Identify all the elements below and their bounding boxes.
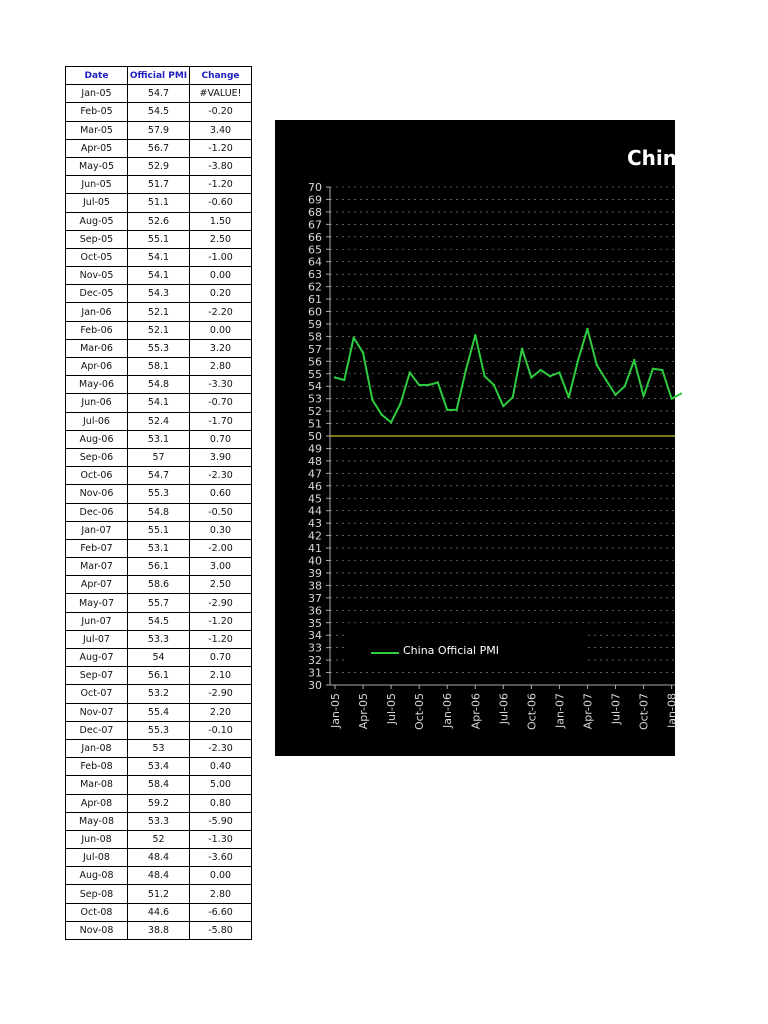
cell-change: -1.20 <box>190 630 252 648</box>
cell-date: Jul-05 <box>66 194 128 212</box>
table-row <box>66 394 252 412</box>
cell-change: 2.10 <box>190 667 252 685</box>
data-point <box>614 394 616 396</box>
cell-change: 0.80 <box>190 794 252 812</box>
x-tick-label: Apr-07 <box>581 693 595 730</box>
cell-official-pmi: 52.9 <box>128 157 190 175</box>
cell-official-pmi: 54.5 <box>128 103 190 121</box>
y-tick-label: 51 <box>308 417 322 431</box>
cell-date: Mar-06 <box>66 339 128 357</box>
cell-date: Jan-07 <box>66 521 128 539</box>
table-row <box>66 667 252 685</box>
cell-official-pmi: 54 <box>128 649 190 667</box>
cell-official-pmi: 53.3 <box>128 630 190 648</box>
cell-date: Sep-05 <box>66 230 128 248</box>
data-point <box>549 375 551 377</box>
data-point <box>670 397 672 399</box>
cell-date: Feb-08 <box>66 758 128 776</box>
table-row <box>66 867 252 885</box>
cell-date: Oct-08 <box>66 903 128 921</box>
data-point <box>586 328 588 330</box>
cell-official-pmi: 53.2 <box>128 685 190 703</box>
cell-official-pmi: 44.6 <box>128 903 190 921</box>
cell-official-pmi: 52.6 <box>128 212 190 230</box>
y-tick-label: 68 <box>308 205 322 219</box>
data-point <box>502 405 504 407</box>
cell-date: Mar-05 <box>66 121 128 139</box>
x-tick-label: Oct-05 <box>413 693 427 730</box>
cell-official-pmi: 55.4 <box>128 703 190 721</box>
y-tick-label: 30 <box>308 679 322 692</box>
table-row <box>66 849 252 867</box>
y-tick-label: 53 <box>308 392 322 406</box>
cell-change: -1.30 <box>190 830 252 848</box>
y-tick-label: 41 <box>308 542 322 556</box>
cell-change: -2.90 <box>190 594 252 612</box>
cell-official-pmi: 54.8 <box>128 503 190 521</box>
cell-change: -1.70 <box>190 412 252 430</box>
cell-change: 3.20 <box>190 339 252 357</box>
data-point <box>568 396 570 398</box>
table-row <box>66 539 252 557</box>
cell-change: 0.30 <box>190 521 252 539</box>
cell-change: 0.70 <box>190 649 252 667</box>
y-tick-label: 45 <box>308 492 322 506</box>
table-row <box>66 794 252 812</box>
table-body <box>66 85 252 940</box>
cell-official-pmi: 52.4 <box>128 412 190 430</box>
cell-date: Apr-06 <box>66 358 128 376</box>
cell-official-pmi: 55.3 <box>128 721 190 739</box>
cell-change: -2.00 <box>190 539 252 557</box>
cell-date: May-06 <box>66 376 128 394</box>
y-tick-label: 42 <box>308 529 322 543</box>
cell-date: Apr-05 <box>66 139 128 157</box>
cell-official-pmi: 51.7 <box>128 176 190 194</box>
cell-change: #VALUE! <box>190 85 252 103</box>
table-row <box>66 885 252 903</box>
cell-change: -3.30 <box>190 376 252 394</box>
cell-change: -1.20 <box>190 139 252 157</box>
y-tick-label: 54 <box>308 380 322 394</box>
cell-change: -2.20 <box>190 303 252 321</box>
cell-change: 2.50 <box>190 230 252 248</box>
cell-official-pmi: 52.1 <box>128 303 190 321</box>
data-point <box>483 375 485 377</box>
y-tick-label: 58 <box>308 330 322 344</box>
cell-change: 2.80 <box>190 358 252 376</box>
data-point <box>493 384 495 386</box>
data-point <box>334 376 336 378</box>
y-tick-label: 66 <box>308 230 322 244</box>
series-line-china-official-pmi <box>335 329 681 422</box>
cell-date: Oct-07 <box>66 685 128 703</box>
legend-label: China Official PMI <box>403 644 499 657</box>
cell-change: -1.20 <box>190 176 252 194</box>
cell-change: 0.00 <box>190 267 252 285</box>
y-tick-label: 43 <box>308 517 322 531</box>
x-tick-label: Apr-05 <box>357 693 371 730</box>
cell-change: 3.90 <box>190 448 252 466</box>
table-row <box>66 448 252 466</box>
data-point <box>530 376 532 378</box>
cell-change: 0.40 <box>190 758 252 776</box>
cell-date: Aug-05 <box>66 212 128 230</box>
table-row <box>66 467 252 485</box>
chart-legend <box>345 632 585 672</box>
table-row <box>66 230 252 248</box>
y-tick-label: 40 <box>308 554 322 568</box>
data-point <box>577 359 579 361</box>
cell-official-pmi: 48.4 <box>128 849 190 867</box>
table-row <box>66 430 252 448</box>
table-row <box>66 776 252 794</box>
table-row <box>66 830 252 848</box>
y-tick-label: 38 <box>308 579 322 593</box>
x-tick-label: Jul-07 <box>609 693 623 725</box>
cell-change: 0.60 <box>190 485 252 503</box>
cell-date: Aug-07 <box>66 649 128 667</box>
cell-change: 0.20 <box>190 285 252 303</box>
cell-date: Oct-05 <box>66 248 128 266</box>
cell-official-pmi: 48.4 <box>128 867 190 885</box>
cell-official-pmi: 54.8 <box>128 376 190 394</box>
data-point <box>633 359 635 361</box>
y-tick-label: 46 <box>308 479 322 493</box>
data-point <box>455 409 457 411</box>
cell-change: -0.70 <box>190 394 252 412</box>
cell-date: Jul-08 <box>66 849 128 867</box>
y-tick-label: 31 <box>308 666 322 680</box>
y-tick-label: 36 <box>308 604 322 618</box>
cell-change: 1.50 <box>190 212 252 230</box>
data-point <box>390 421 392 423</box>
cell-official-pmi: 55.7 <box>128 594 190 612</box>
data-point <box>399 402 401 404</box>
cell-date: Feb-06 <box>66 321 128 339</box>
y-tick-label: 48 <box>308 454 322 468</box>
data-point <box>446 409 448 411</box>
cell-official-pmi: 58.4 <box>128 776 190 794</box>
cell-official-pmi: 52 <box>128 830 190 848</box>
table-row <box>66 339 252 357</box>
cell-official-pmi: 55.3 <box>128 339 190 357</box>
y-tick-label: 60 <box>308 305 322 319</box>
table-row <box>66 485 252 503</box>
data-point <box>343 379 345 381</box>
cell-change: 0.00 <box>190 321 252 339</box>
cell-date: Nov-05 <box>66 267 128 285</box>
cell-date: Sep-06 <box>66 448 128 466</box>
data-point <box>409 371 411 373</box>
y-tick-label: 59 <box>308 317 322 331</box>
table-row <box>66 303 252 321</box>
data-point <box>465 369 467 371</box>
x-tick-label: Jan-05 <box>329 693 342 728</box>
cell-date: Nov-06 <box>66 485 128 503</box>
cell-date: Jan-08 <box>66 739 128 757</box>
x-tick-label: Jan-07 <box>553 693 567 728</box>
data-point <box>474 334 476 336</box>
table-row <box>66 376 252 394</box>
y-tick-label: 44 <box>308 504 322 518</box>
cell-official-pmi: 53.1 <box>128 539 190 557</box>
cell-change: -0.50 <box>190 503 252 521</box>
data-point <box>437 381 439 383</box>
cell-official-pmi: 54.3 <box>128 285 190 303</box>
y-tick-label: 39 <box>308 566 322 580</box>
data-point <box>521 348 523 350</box>
data-point <box>427 384 429 386</box>
cell-change: -0.10 <box>190 721 252 739</box>
cell-official-pmi: 57.9 <box>128 121 190 139</box>
cell-change: -2.30 <box>190 739 252 757</box>
cell-change: -0.20 <box>190 103 252 121</box>
cell-official-pmi: 38.8 <box>128 921 190 939</box>
cell-official-pmi: 53 <box>128 739 190 757</box>
y-tick-label: 67 <box>308 218 322 232</box>
cell-change: -5.90 <box>190 812 252 830</box>
data-point <box>661 369 663 371</box>
table-row <box>66 521 252 539</box>
cell-official-pmi: 53.3 <box>128 812 190 830</box>
x-tick-label: Jan-08 <box>665 693 679 728</box>
cell-official-pmi: 56.1 <box>128 558 190 576</box>
cell-date: Jul-07 <box>66 630 128 648</box>
cell-official-pmi: 54.1 <box>128 267 190 285</box>
data-point <box>624 385 626 387</box>
data-point <box>540 369 542 371</box>
cell-official-pmi: 53.4 <box>128 758 190 776</box>
table-row <box>66 594 252 612</box>
y-tick-label: 55 <box>308 367 322 381</box>
table-row <box>66 121 252 139</box>
data-point <box>605 379 607 381</box>
table-row <box>66 85 252 103</box>
cell-change: -1.20 <box>190 612 252 630</box>
cell-change: 0.00 <box>190 867 252 885</box>
data-point <box>371 399 373 401</box>
x-tick-label: Jan-06 <box>441 693 455 728</box>
table-row <box>66 103 252 121</box>
x-tick-label: Jul-06 <box>497 693 511 725</box>
cell-official-pmi: 55.3 <box>128 485 190 503</box>
table-row <box>66 576 252 594</box>
data-point <box>418 384 420 386</box>
table-row <box>66 321 252 339</box>
cell-official-pmi: 53.1 <box>128 430 190 448</box>
y-tick-label: 33 <box>308 641 322 655</box>
y-tick-label: 47 <box>308 467 322 481</box>
cell-official-pmi: 59.2 <box>128 794 190 812</box>
x-tick-label: Jul-05 <box>385 693 399 725</box>
cell-date: Jul-06 <box>66 412 128 430</box>
table-row <box>66 412 252 430</box>
y-tick-label: 52 <box>308 405 322 419</box>
cell-date: Aug-06 <box>66 430 128 448</box>
table-row <box>66 921 252 939</box>
cell-official-pmi: 56.1 <box>128 667 190 685</box>
y-tick-label: 49 <box>308 442 322 456</box>
cell-date: May-08 <box>66 812 128 830</box>
cell-change: 3.40 <box>190 121 252 139</box>
table-row <box>66 212 252 230</box>
table-row <box>66 903 252 921</box>
table-row <box>66 630 252 648</box>
cell-change: -3.80 <box>190 157 252 175</box>
cell-date: Jun-08 <box>66 830 128 848</box>
cell-date: Apr-08 <box>66 794 128 812</box>
data-point <box>353 336 355 338</box>
y-tick-label: 35 <box>308 616 322 630</box>
cell-date: Aug-08 <box>66 867 128 885</box>
cell-date: Apr-07 <box>66 576 128 594</box>
table-row <box>66 503 252 521</box>
cell-official-pmi: 57 <box>128 448 190 466</box>
table-row <box>66 612 252 630</box>
cell-official-pmi: 56.7 <box>128 139 190 157</box>
cell-date: May-05 <box>66 157 128 175</box>
table-row <box>66 812 252 830</box>
y-tick-label: 69 <box>308 193 322 207</box>
cell-official-pmi: 55.1 <box>128 230 190 248</box>
chart-title: China <box>627 146 691 170</box>
x-tick-label: Oct-07 <box>637 693 651 730</box>
table-row <box>66 139 252 157</box>
cell-change: -6.60 <box>190 903 252 921</box>
x-tick-label: Oct-06 <box>525 693 539 730</box>
cell-official-pmi: 54.1 <box>128 394 190 412</box>
cell-official-pmi: 54.7 <box>128 467 190 485</box>
cell-change: 0.70 <box>190 430 252 448</box>
chart-panel <box>275 120 691 756</box>
header-official-pmi: Official PMI <box>128 67 190 85</box>
table-row <box>66 703 252 721</box>
cell-change: 2.20 <box>190 703 252 721</box>
cell-official-pmi: 52.1 <box>128 321 190 339</box>
cell-date: Jan-05 <box>66 85 128 103</box>
table-header-row <box>66 67 252 85</box>
cell-official-pmi: 51.2 <box>128 885 190 903</box>
table-row <box>66 248 252 266</box>
data-point <box>652 368 654 370</box>
cell-change: -0.60 <box>190 194 252 212</box>
cell-date: Feb-07 <box>66 539 128 557</box>
cell-change: -1.00 <box>190 248 252 266</box>
cell-official-pmi: 58.6 <box>128 576 190 594</box>
table-row <box>66 721 252 739</box>
cell-official-pmi: 54.1 <box>128 248 190 266</box>
legend-line-swatch <box>371 652 399 654</box>
cell-change: 3.00 <box>190 558 252 576</box>
cell-change: -2.90 <box>190 685 252 703</box>
cell-date: Feb-05 <box>66 103 128 121</box>
table-row <box>66 558 252 576</box>
x-tick-label: Apr-06 <box>469 693 483 730</box>
data-point <box>511 396 513 398</box>
table-row <box>66 649 252 667</box>
y-tick-label: 57 <box>308 342 322 356</box>
y-tick-label: 65 <box>308 243 322 257</box>
y-tick-label: 37 <box>308 591 322 605</box>
header-date: Date <box>66 67 128 85</box>
table-row <box>66 176 252 194</box>
cell-date: Nov-07 <box>66 703 128 721</box>
cell-date: Sep-07 <box>66 667 128 685</box>
cell-change: -3.60 <box>190 849 252 867</box>
data-point <box>381 414 383 416</box>
cell-date: Dec-06 <box>66 503 128 521</box>
table-row <box>66 267 252 285</box>
cell-date: Mar-07 <box>66 558 128 576</box>
y-tick-label: 63 <box>308 268 322 282</box>
table-row <box>66 194 252 212</box>
cell-date: Dec-07 <box>66 721 128 739</box>
cell-official-pmi: 51.1 <box>128 194 190 212</box>
data-point <box>596 364 598 366</box>
y-tick-label: 64 <box>308 255 322 269</box>
cell-date: Dec-05 <box>66 285 128 303</box>
cell-date: May-07 <box>66 594 128 612</box>
table-row <box>66 685 252 703</box>
cell-date: Jun-07 <box>66 612 128 630</box>
cell-date: Jun-06 <box>66 394 128 412</box>
y-tick-label: 56 <box>308 355 322 369</box>
cell-official-pmi: 54.5 <box>128 612 190 630</box>
cell-date: Sep-08 <box>66 885 128 903</box>
y-tick-label: 50 <box>308 430 322 443</box>
cell-change: -2.30 <box>190 467 252 485</box>
table-row <box>66 285 252 303</box>
data-point <box>642 395 644 397</box>
header-change: Change <box>190 67 252 85</box>
cell-date: Oct-06 <box>66 467 128 485</box>
cell-official-pmi: 58.1 <box>128 358 190 376</box>
y-tick-label: 62 <box>308 280 322 294</box>
cell-date: Jan-06 <box>66 303 128 321</box>
table-row <box>66 358 252 376</box>
table-row <box>66 157 252 175</box>
table-row <box>66 739 252 757</box>
data-point <box>362 351 364 353</box>
cell-date: Mar-08 <box>66 776 128 794</box>
cell-official-pmi: 55.1 <box>128 521 190 539</box>
cell-date: Nov-08 <box>66 921 128 939</box>
y-tick-label: 34 <box>308 629 322 643</box>
cell-change: 2.50 <box>190 576 252 594</box>
y-tick-label: 61 <box>308 293 322 307</box>
cell-change: 2.80 <box>190 885 252 903</box>
data-point <box>558 371 560 373</box>
cell-change: -5.80 <box>190 921 252 939</box>
table-row <box>66 758 252 776</box>
cell-official-pmi: 54.7 <box>128 85 190 103</box>
y-tick-label: 70 <box>308 181 322 194</box>
cell-date: Jun-05 <box>66 176 128 194</box>
data-point <box>680 392 682 394</box>
cell-change: 5.00 <box>190 776 252 794</box>
y-tick-label: 32 <box>308 654 322 668</box>
pmi-data-table <box>65 66 252 940</box>
